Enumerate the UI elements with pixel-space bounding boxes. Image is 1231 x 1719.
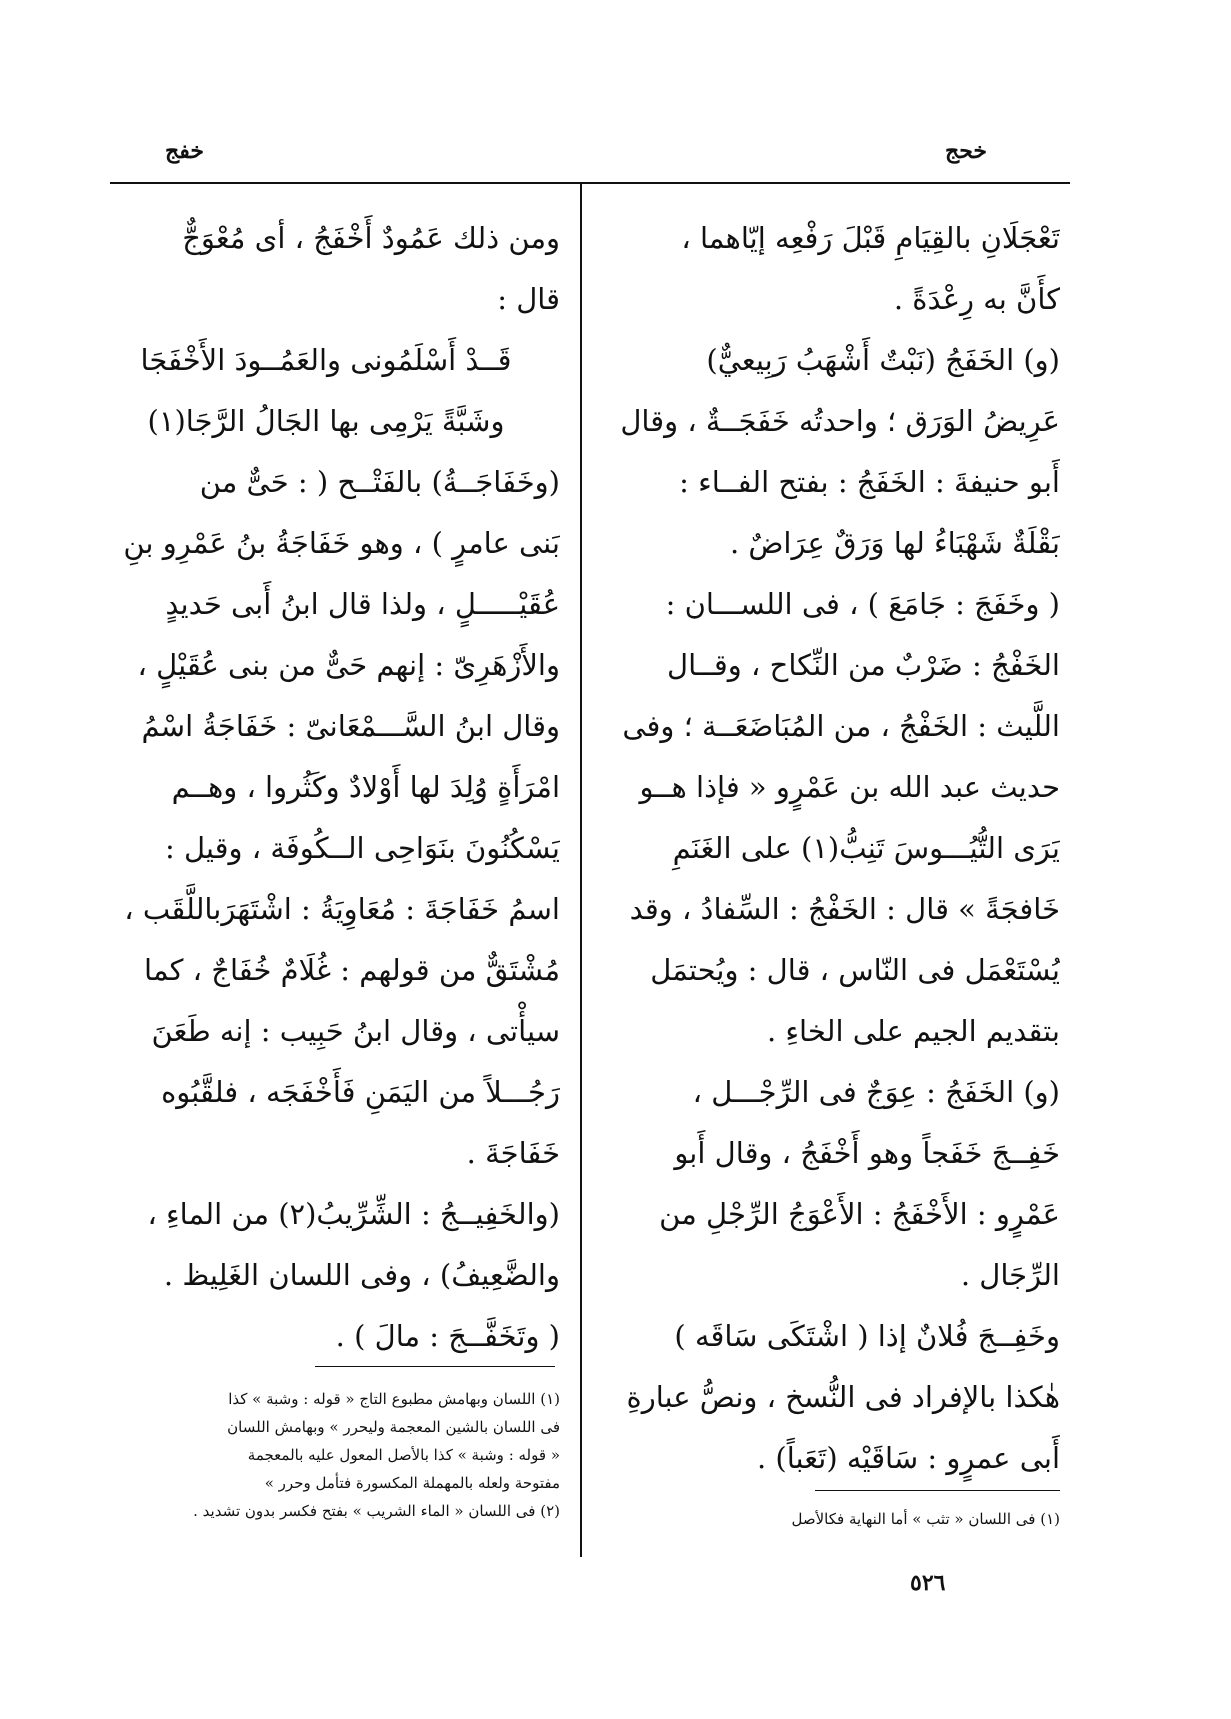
verse-line: قَــدْ أَسْلَمُونى والعَمُــودَ الأَخْفَجَا <box>140 343 512 377</box>
footnotes-left <box>92 1385 560 1525</box>
text-line: حديث عبد الله بن عَمْرٍو « فإذا هــو <box>639 770 1060 804</box>
text-line: يَسْكُنُونَ بنَوَاحِى الــكُوفَة ، وقيل : <box>164 831 560 865</box>
text-line: الرِّجَال . <box>960 1258 1060 1292</box>
text-line: بَنى عامرٍ ) ، وهو خَفَاجَةُ بنُ عَمْرِو بنِ <box>123 526 560 560</box>
text-line: عُقَيْـــــلٍ ، ولذا قال ابنُ أَبى حَديدٍ <box>165 587 560 621</box>
text-line: ( وخَفَجَ : جَامَعَ ) ، فى اللســـان : <box>665 587 1060 621</box>
text-line: وقال ابنُ السَّـــمْعَانىّ : خَفَاجَةُ اسْمُ <box>141 709 560 743</box>
left-column <box>92 208 560 1367</box>
verse-line: وشَبَّةً يَرْمِى بها الجَالُ الرَّجَا(١) <box>147 404 505 438</box>
text-line: هٰكذا بالإفراد فى النُّسخ ، ونصُّ عبارةِ <box>626 1380 1060 1414</box>
footnotes-right <box>600 1505 1060 1533</box>
text-line: كأَنَّ به رِعْدَةً . <box>893 282 1060 316</box>
text-line: (وخَفَاجَــةُ) بالفَتْــح ( : حَىٌّ من <box>199 465 560 499</box>
running-header-right: خحج <box>945 138 988 164</box>
text-line: يَرَى التُّيُـــوسَ تَنِبُّ(١) على الغَنَمِ <box>672 831 1060 865</box>
running-header-left: خفج <box>165 138 204 164</box>
column-divider <box>580 182 582 1557</box>
footnote-rule-right <box>815 1490 1060 1491</box>
footnote-line: فى اللسان بالشين المعجمة وليحرر » وبهامش اللسان <box>227 1418 560 1436</box>
text-line: أَبى عمرٍو : سَاقَيْه (تَعَباً) . <box>756 1441 1060 1475</box>
footnote-line: (١) فى اللسان « تثب » أما النهاية فكالأصل <box>791 1510 1060 1528</box>
page-number: ٥٢٦ <box>910 1570 946 1596</box>
text-line: مُشْتَقٌّ من قولهم : غُلَامٌ خُفَاجٌ ، كما <box>144 953 560 987</box>
text-line: أَبو حنيفةَ : الخَفَجُ : بفتح الفــاء : <box>679 465 1060 499</box>
footnote-line: « قوله : وشبة » كذا بالأصل المعول عليه بالمعجمة <box>247 1446 560 1464</box>
text-line: بَقْلَةٌ شَهْبَاءُ لها وَرَقٌ عِرَاضٌ . <box>729 526 1060 560</box>
text-line: وخَفِــجَ فُلانٌ إذا ( اشْتَكَى سَاقَه ) <box>674 1319 1060 1353</box>
text-line: ( وتَخَفَّــجَ : مالَ ) . <box>335 1319 560 1353</box>
text-line: سيأْتى ، وقال ابنُ حَبِيب : إنه طَعَنَ <box>151 1014 560 1048</box>
text-line: اللَّيث : الخَفْجُ ، من المُبَاضَعَــة ؛ وفى <box>622 709 1060 743</box>
text-line: خَافجَةً » قال : الخَفْجُ : السِّفادُ ، وقد <box>629 892 1060 926</box>
text-line: والضَّعِيفُ) ، وفى اللسان الغَلِيظ . <box>163 1258 560 1292</box>
text-line: يُسْتَعْمَل فى النّاس ، قال : ويُحتمَل <box>650 953 1060 987</box>
text-line: قال : <box>497 282 560 316</box>
text-line: الخَفْجُ : ضَرْبٌ من النِّكاح ، وقــال <box>667 648 1060 682</box>
footnote-line: (١) اللسان وبهامش مطبوع التاج « قوله : وشبة » كذا <box>228 1390 560 1408</box>
right-column <box>600 208 1060 1489</box>
text-line: عَمْرٍو : الأَخْفَجُ : الأَعْوَجُ الرِّجْلِ من <box>659 1197 1060 1231</box>
text-line: خَفِــجَ خَفَجاً وهو أَخْفَجُ ، وقال أَبو <box>674 1136 1060 1170</box>
text-line: ومن ذلك عَمُودٌ أَخْفَجُ ، أى مُعْوَجٌّ <box>182 221 560 255</box>
text-line: عَرِيضُ الوَرَق ؛ واحدتُه خَفَجَــةٌ ، وقال <box>620 404 1060 438</box>
text-line: تَعْجَلَانِ بالقِيَامِ قَبْلَ رَفْعِه إيّاهما ، <box>681 221 1060 255</box>
text-line: والأَزْهَرِىّ : إنهم حَىٌّ من بنى عُقَيْلٍ ، <box>137 648 560 682</box>
text-line: (والخَفِيــجُ : الشِّرِّيبُ(٢) من الماءِ ، <box>147 1197 560 1231</box>
text-line: رَجُـــلاً من اليَمَنِ فَأَخْفَجَه ، فلقَّبُوه <box>161 1075 560 1109</box>
text-line: (و) الخَفَجُ (نَبْتٌ أَشْهَبُ رَبِيعيٌّ) <box>706 343 1060 377</box>
text-line: خَفَاجَةَ . <box>466 1136 560 1170</box>
header-rule <box>110 182 1070 184</box>
text-line: (و) الخَفَجُ : عِوَجٌ فى الرِّجْـــل ، <box>692 1075 1060 1109</box>
footnote-rule-left <box>315 1366 555 1367</box>
footnote-line: مفتوحة ولعله بالمهملة المكسورة فتأمل وحرر » <box>264 1474 560 1492</box>
text-line: بتقديم الجيم على الخاءِ . <box>766 1014 1060 1048</box>
text-line: اسمُ خَفَاجَةَ : مُعَاوِيَةُ : اشْتَهَرَباللَّقَب ، <box>124 892 560 926</box>
text-line: امْرَأَةٍ وُلِدَ لها أَوْلادٌ وكَثُروا ، وهــم <box>171 770 560 804</box>
footnote-line: (٢) فى اللسان « الماء الشريب » بفتح فكسر بدون تشديد . <box>193 1502 560 1520</box>
